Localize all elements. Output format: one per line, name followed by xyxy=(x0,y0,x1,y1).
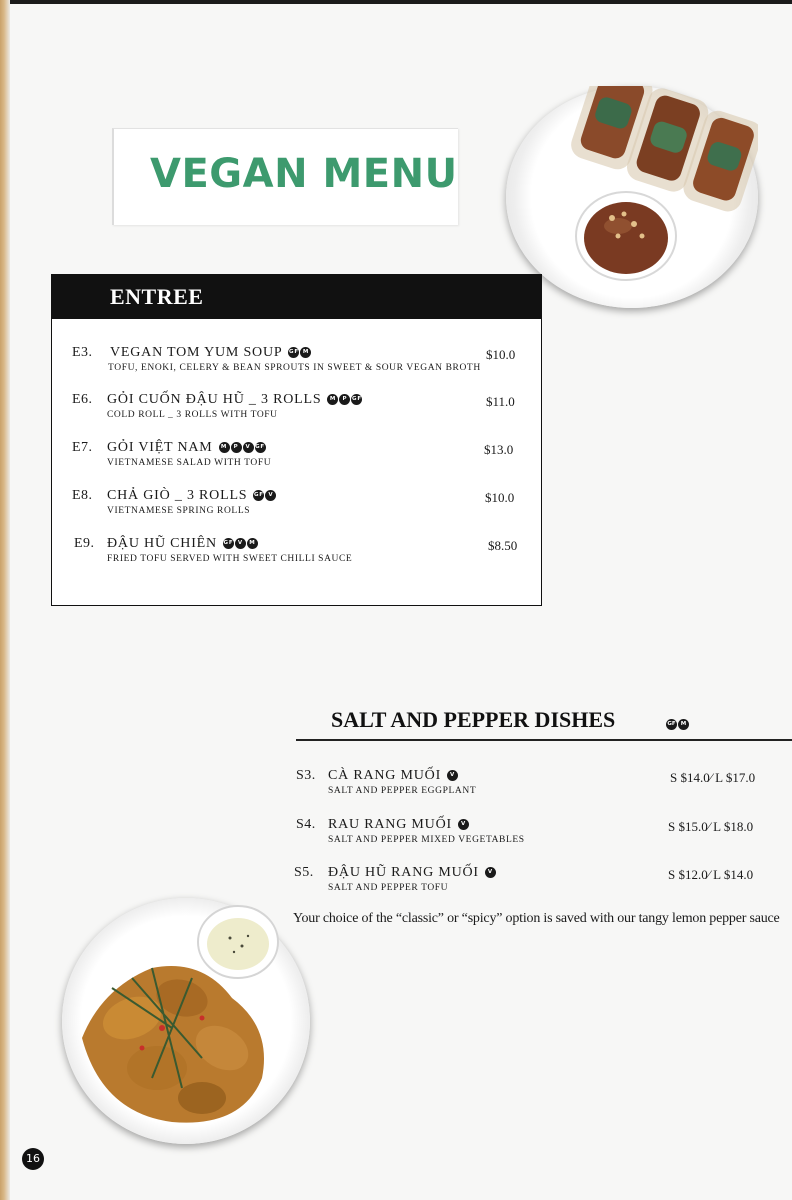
item-price: $10.0 xyxy=(485,490,515,505)
item-name: GỎI VIỆT NAM M P V GF xyxy=(107,440,265,456)
title-card xyxy=(112,128,458,225)
spring-rolls-photo xyxy=(506,86,758,308)
page-title: VEGAN MENU xyxy=(150,151,458,197)
badge-v-icon: V xyxy=(458,819,469,830)
item-price: S $12.0⁄ L $14.0 xyxy=(668,867,754,882)
item-price: $10.0 xyxy=(486,347,516,362)
item-name: GỎI CUỐN ĐẬU HŨ _ 3 ROLLS M P GF xyxy=(107,392,362,408)
badge-m-icon: M xyxy=(219,442,230,453)
badge-m-icon: M xyxy=(300,347,311,358)
badge-v-icon: V xyxy=(447,770,458,781)
item-name: ĐẬU HŨ RANG MUỐI V xyxy=(328,865,497,881)
badge-gf-icon: GF xyxy=(223,538,234,549)
item-price: $13.0 xyxy=(484,442,514,457)
item-code: E8. xyxy=(72,488,93,503)
item-description: FRIED TOFU SERVED WITH SWEET CHILLI SAUCE xyxy=(107,554,353,564)
item-description: VIETNAMESE SPRING ROLLS xyxy=(107,506,251,516)
item-price: $11.0 xyxy=(486,394,515,409)
badge-m-icon: M xyxy=(247,538,258,549)
page-binding-edge xyxy=(0,0,10,1200)
badge-m-icon: M xyxy=(327,394,338,405)
dietary-badges xyxy=(219,440,267,456)
item-code: S5. xyxy=(294,865,314,880)
badge-gf-icon: GF xyxy=(666,719,677,730)
page-number-badge: 16 xyxy=(22,1148,44,1170)
salt-pepper-heading: SALT AND PEPPER DISHES xyxy=(331,707,616,732)
item-description: SALT AND PEPPER EGGPLANT xyxy=(328,786,477,796)
dietary-badges xyxy=(288,345,312,361)
badge-gf-icon: GF xyxy=(255,442,266,453)
page-top-edge xyxy=(0,0,792,4)
badge-v-icon: V xyxy=(485,867,496,878)
item-description: COLD ROLL _ 3 ROLLS WITH TOFU xyxy=(107,410,278,420)
item-code: E3. xyxy=(72,345,93,360)
item-code: E6. xyxy=(72,392,93,407)
spring-rolls-illustration xyxy=(506,86,758,308)
section-divider xyxy=(296,739,792,741)
dietary-badges xyxy=(253,488,277,504)
item-name: RAU RANG MUỐI V xyxy=(328,817,470,833)
item-name: CHẢ GIÒ _ 3 ROLLS GF V xyxy=(107,488,277,504)
badge-p-icon: P xyxy=(231,442,242,453)
item-description: SALT AND PEPPER MIXED VEGETABLES xyxy=(328,835,525,845)
badge-m-icon: M xyxy=(678,719,689,730)
salt-pepper-tofu-illustration xyxy=(62,898,310,1144)
item-price: $8.50 xyxy=(488,538,518,553)
item-code: E9. xyxy=(74,536,95,551)
dietary-badges xyxy=(458,817,470,833)
dietary-badges xyxy=(447,768,459,784)
badge-v-icon: V xyxy=(235,538,246,549)
item-code: E7. xyxy=(72,440,93,455)
dietary-badges xyxy=(223,536,259,552)
item-description: SALT AND PEPPER TOFU xyxy=(328,883,449,893)
sauce-note: Your choice of the “classic” or “spicy” option is saved with our tangy lemon pepper sauce xyxy=(293,911,780,926)
badge-gf-icon: GF xyxy=(253,490,264,501)
salt-pepper-badges xyxy=(666,715,690,733)
entree-section xyxy=(51,274,542,606)
badge-v-icon: V xyxy=(265,490,276,501)
badge-gf-icon: GF xyxy=(351,394,362,405)
badge-v-icon: V xyxy=(243,442,254,453)
item-name: CÀ RANG MUỐI V xyxy=(328,768,459,784)
item-code: S3. xyxy=(296,768,316,783)
item-name: ĐẬU HŨ CHIÊN GF V M xyxy=(107,536,259,552)
item-name: VEGAN TOM YUM SOUP GF M xyxy=(110,345,312,361)
dietary-badges xyxy=(327,392,363,408)
item-code: S4. xyxy=(296,817,316,832)
salt-pepper-tofu-photo xyxy=(62,898,310,1144)
entree-heading: ENTREE xyxy=(110,284,204,309)
item-price: S $15.0⁄ L $18.0 xyxy=(668,819,754,834)
item-price: S $14.0⁄ L $17.0 xyxy=(670,770,756,785)
dietary-badges xyxy=(485,865,497,881)
badge-gf-icon: GF xyxy=(288,347,299,358)
item-description: TOFU, ENOKI, CELERY & BEAN SPROUTS IN SWEET & SOUR VEGAN BROTH xyxy=(108,363,481,373)
badge-p-icon: P xyxy=(339,394,350,405)
entree-header-bar xyxy=(52,275,541,319)
item-description: VIETNAMESE SALAD WITH TOFU xyxy=(107,458,272,468)
